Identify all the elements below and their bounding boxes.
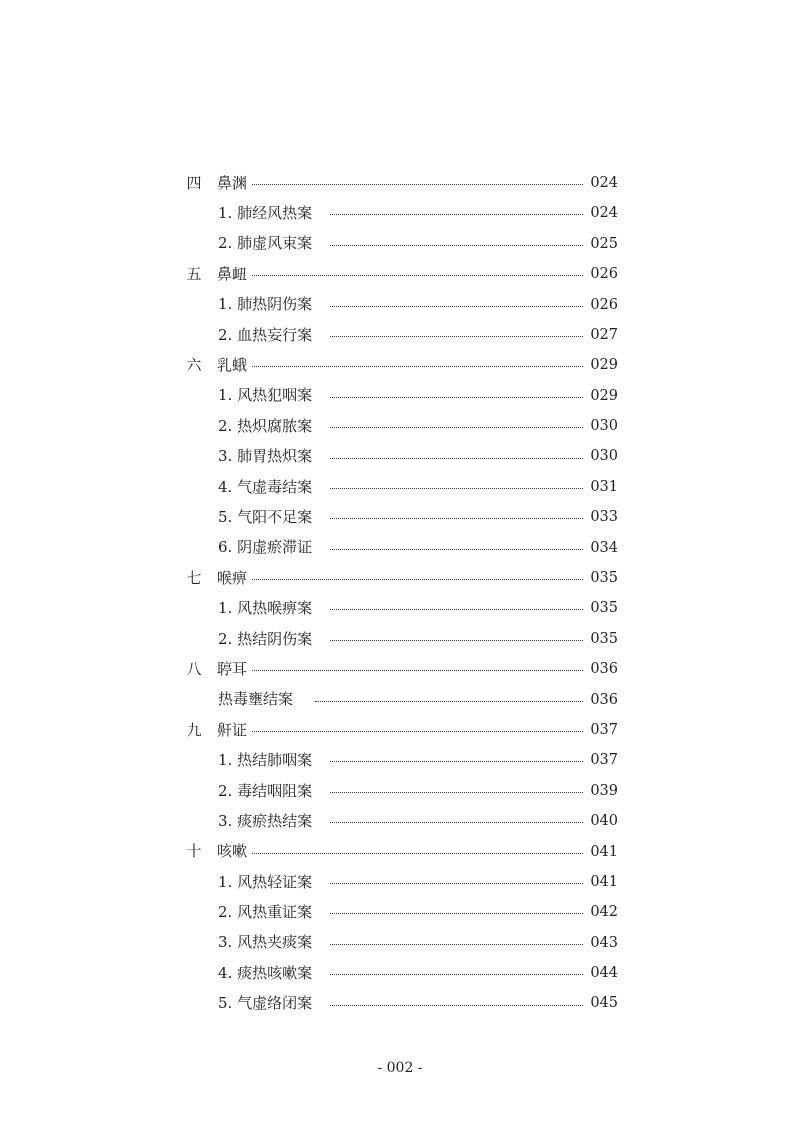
chapter-title: 鼾证 [217, 720, 248, 739]
entry-title: 2. 风热重证案 [218, 903, 313, 922]
entry-title: 1. 热结肺咽案 [218, 751, 313, 770]
chapter-number: 四 [186, 173, 202, 192]
page-number: 041 [590, 873, 618, 890]
toc-entry-row [0, 928, 800, 958]
toc-entry-row [0, 411, 800, 441]
chapter-number: 五 [186, 264, 202, 283]
toc-entry-row [0, 533, 800, 563]
chapter-number: 七 [186, 568, 202, 587]
dot-leader [330, 213, 583, 215]
dot-leader [330, 760, 583, 762]
chapter-title: 聤耳 [217, 659, 248, 678]
toc-chapter-row [0, 563, 800, 593]
page-number: 037 [590, 752, 618, 769]
toc-entry-row [0, 381, 800, 411]
chapter-number: 六 [186, 356, 202, 375]
dot-leader [252, 183, 583, 185]
entry-title: 热毒壅结案 [218, 690, 294, 709]
dot-leader [330, 943, 583, 945]
toc-chapter-row [0, 715, 800, 745]
entry-title: 3. 肺胃热炽案 [218, 447, 313, 466]
chapter-number: 十 [186, 842, 202, 861]
page-number: 037 [590, 721, 618, 738]
entry-title: 4. 气虚毒结案 [218, 477, 313, 496]
dot-leader [315, 700, 583, 702]
toc-entry-row [0, 320, 800, 350]
dot-leader [252, 852, 583, 854]
chapter-title: 鼻衄 [217, 264, 248, 283]
dot-leader [330, 457, 583, 459]
page-number: 042 [590, 904, 618, 921]
toc-chapter-row [0, 168, 800, 198]
chapter-title: 咳嗽 [217, 842, 248, 861]
entry-title: 2. 热结阴伤案 [218, 629, 313, 648]
chapter-title: 喉痹 [217, 568, 248, 587]
toc-entry-row [0, 989, 800, 1019]
dot-leader [330, 821, 583, 823]
entry-title: 1. 风热犯咽案 [218, 386, 313, 405]
page-number: 030 [590, 448, 618, 465]
dot-leader [330, 912, 583, 914]
chapter-number: 九 [186, 720, 202, 739]
dot-leader [330, 305, 583, 307]
page-number: 027 [590, 326, 618, 343]
entry-title: 2. 热炽腐脓案 [218, 416, 313, 435]
entry-title: 6. 阴虚瘀滞证 [218, 538, 313, 557]
entry-title: 3. 痰瘀热结案 [218, 811, 313, 830]
dot-leader [330, 639, 583, 641]
dot-leader [252, 730, 583, 732]
page-number: 036 [590, 661, 618, 678]
dot-leader [330, 973, 583, 975]
entry-title: 5. 气虚络闭案 [218, 994, 313, 1013]
dot-leader [330, 487, 583, 489]
dot-leader [252, 274, 583, 276]
toc-entry-row [0, 897, 800, 927]
toc-chapter-row [0, 837, 800, 867]
page-number: 035 [590, 570, 618, 587]
page-number: 031 [590, 478, 618, 495]
toc-entry-row [0, 593, 800, 623]
toc-chapter-row [0, 259, 800, 289]
page-number: 029 [590, 357, 618, 374]
entry-title: 2. 血热妄行案 [218, 325, 313, 344]
toc-entry-row [0, 867, 800, 897]
toc-entry-row [0, 229, 800, 259]
toc-entry-row [0, 958, 800, 988]
page-number: 033 [590, 509, 618, 526]
page-number: 024 [590, 174, 618, 191]
page-number: 034 [590, 539, 618, 556]
page-number: 025 [590, 235, 618, 252]
dot-leader [252, 365, 583, 367]
dot-leader [330, 882, 583, 884]
chapter-title: 鼻渊 [217, 173, 248, 192]
page-number: 026 [590, 296, 618, 313]
dot-leader [252, 669, 583, 671]
toc-entry-row [0, 290, 800, 320]
page-number: 045 [590, 995, 618, 1012]
entry-title: 2. 毒结咽阻案 [218, 781, 313, 800]
page-number: 043 [590, 934, 618, 951]
dot-leader [330, 426, 583, 428]
toc-entry-row [0, 472, 800, 502]
entry-title: 5. 气阳不足案 [218, 507, 313, 526]
page-number: 030 [590, 418, 618, 435]
page-number: 041 [590, 843, 618, 860]
entry-title: 2. 肺虚风束案 [218, 234, 313, 253]
toc-entry-row [0, 685, 800, 715]
entry-title: 3. 风热夹痰案 [218, 933, 313, 952]
toc-entry-row [0, 776, 800, 806]
toc-chapter-row [0, 350, 800, 380]
dot-leader [330, 244, 583, 246]
toc-chapter-row [0, 654, 800, 684]
dot-leader [330, 335, 583, 337]
entry-title: 1. 肺热阴伤案 [218, 295, 313, 314]
dot-leader [330, 1004, 583, 1006]
page-footer-number: - 002 - [377, 1060, 423, 1076]
dot-leader [330, 517, 583, 519]
dot-leader [330, 396, 583, 398]
dot-leader [252, 578, 583, 580]
page-number: 026 [590, 266, 618, 283]
dot-leader [330, 608, 583, 610]
toc-entry-row [0, 442, 800, 472]
dot-leader [330, 548, 583, 550]
page-number: 036 [590, 691, 618, 708]
page-number: 040 [590, 813, 618, 830]
page-number: 029 [590, 387, 618, 404]
entry-title: 1. 风热喉痹案 [218, 599, 313, 618]
toc-entry-row [0, 806, 800, 836]
table-of-contents [0, 168, 800, 1019]
page-number: 044 [590, 965, 618, 982]
page-number: 035 [590, 600, 618, 617]
entry-title: 1. 肺经风热案 [218, 204, 313, 223]
page-number: 035 [590, 630, 618, 647]
entry-title: 4. 痰热咳嗽案 [218, 963, 313, 982]
toc-entry-row [0, 198, 800, 228]
toc-entry-row [0, 502, 800, 532]
entry-title: 1. 风热轻证案 [218, 872, 313, 891]
page-number: 024 [590, 205, 618, 222]
toc-entry-row [0, 624, 800, 654]
chapter-number: 八 [186, 659, 202, 678]
toc-entry-row [0, 745, 800, 775]
chapter-title: 乳蛾 [217, 356, 248, 375]
dot-leader [330, 791, 583, 793]
page-number: 039 [590, 782, 618, 799]
